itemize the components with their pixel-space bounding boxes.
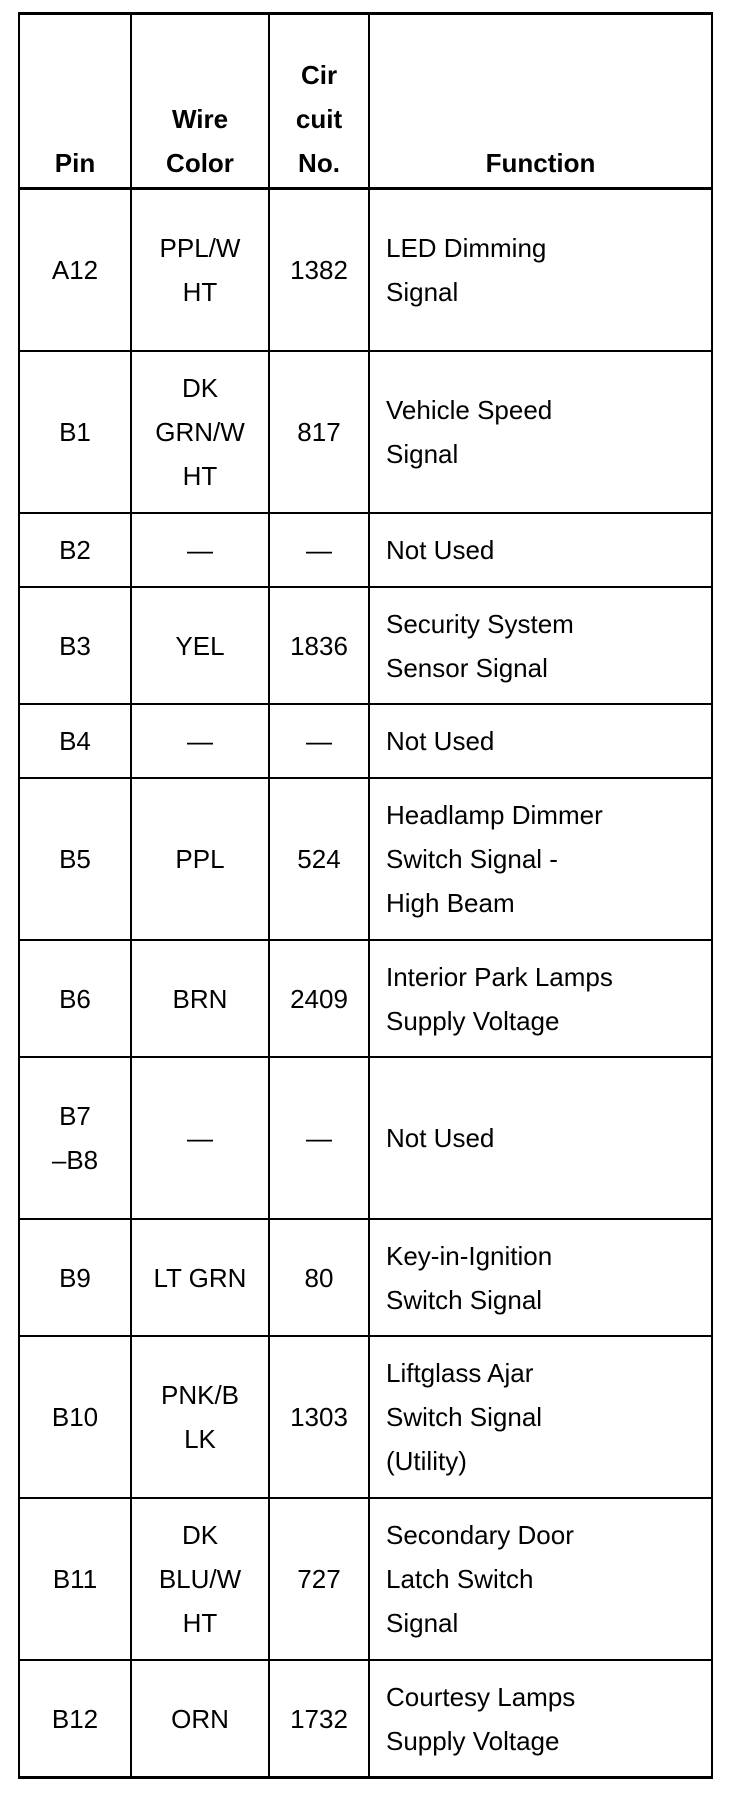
table-row	[19, 940, 712, 1057]
circuit-cell: 1836	[269, 587, 369, 704]
wire-color-cell: LT GRN	[131, 1219, 269, 1336]
pin-cell: B9	[19, 1219, 131, 1336]
table-row	[19, 778, 712, 940]
wire-color-cell: —	[131, 1057, 269, 1219]
header-function: Function	[369, 14, 712, 189]
table-row	[19, 1660, 712, 1778]
pin-cell: B4	[19, 704, 131, 778]
circuit-cell: 1382	[269, 189, 369, 352]
circuit-cell: 2409	[269, 940, 369, 1057]
wire-color-cell: ORN	[131, 1660, 269, 1778]
function-cell: Liftglass Ajar Switch Signal (Utility)	[369, 1336, 712, 1498]
header-circuit-no: Cir cuit No.	[269, 14, 369, 189]
function-cell: LED Dimming Signal	[369, 189, 712, 352]
function-cell: Courtesy Lamps Supply Voltage	[369, 1660, 712, 1778]
table-header-row	[19, 14, 712, 189]
table-row	[19, 1336, 712, 1498]
function-cell: Interior Park Lamps Supply Voltage	[369, 940, 712, 1057]
circuit-cell: —	[269, 704, 369, 778]
table-row	[19, 189, 712, 352]
wire-color-cell: —	[131, 704, 269, 778]
circuit-cell: 817	[269, 351, 369, 513]
table-row	[19, 513, 712, 587]
function-cell: Security System Sensor Signal	[369, 587, 712, 704]
circuit-cell: 727	[269, 1498, 369, 1660]
pin-cell: B10	[19, 1336, 131, 1498]
wire-color-cell: YEL	[131, 587, 269, 704]
header-pin: Pin	[19, 14, 131, 189]
circuit-cell: 1732	[269, 1660, 369, 1778]
circuit-cell: 1303	[269, 1336, 369, 1498]
pin-cell: B2	[19, 513, 131, 587]
function-cell: Headlamp Dimmer Switch Signal - High Beam	[369, 778, 712, 940]
pin-cell: B3	[19, 587, 131, 704]
pin-cell: B11	[19, 1498, 131, 1660]
pin-cell: A12	[19, 189, 131, 352]
wire-color-cell: DK BLU/W HT	[131, 1498, 269, 1660]
wire-color-cell: PNK/B LK	[131, 1336, 269, 1498]
connector-pinout-table	[18, 12, 713, 1779]
table-row	[19, 351, 712, 513]
wire-color-cell: DK GRN/W HT	[131, 351, 269, 513]
pin-cell: B1	[19, 351, 131, 513]
function-cell: Secondary Door Latch Switch Signal	[369, 1498, 712, 1660]
circuit-cell: 80	[269, 1219, 369, 1336]
circuit-cell: —	[269, 1057, 369, 1219]
circuit-cell: —	[269, 513, 369, 587]
wire-color-cell: PPL/W HT	[131, 189, 269, 352]
function-cell: Not Used	[369, 704, 712, 778]
pin-cell: B6	[19, 940, 131, 1057]
table-row	[19, 1498, 712, 1660]
table-row	[19, 1057, 712, 1219]
circuit-cell: 524	[269, 778, 369, 940]
pin-cell: B12	[19, 1660, 131, 1778]
function-cell: Vehicle Speed Signal	[369, 351, 712, 513]
table-row	[19, 704, 712, 778]
pin-cell: B5	[19, 778, 131, 940]
pin-cell: B7 –B8	[19, 1057, 131, 1219]
table-row	[19, 1219, 712, 1336]
function-cell: Not Used	[369, 1057, 712, 1219]
function-cell: Not Used	[369, 513, 712, 587]
wire-color-cell: PPL	[131, 778, 269, 940]
header-wire-color: Wire Color	[131, 14, 269, 189]
wire-color-cell: —	[131, 513, 269, 587]
table-row	[19, 587, 712, 704]
function-cell: Key-in-Ignition Switch Signal	[369, 1219, 712, 1336]
wire-color-cell: BRN	[131, 940, 269, 1057]
